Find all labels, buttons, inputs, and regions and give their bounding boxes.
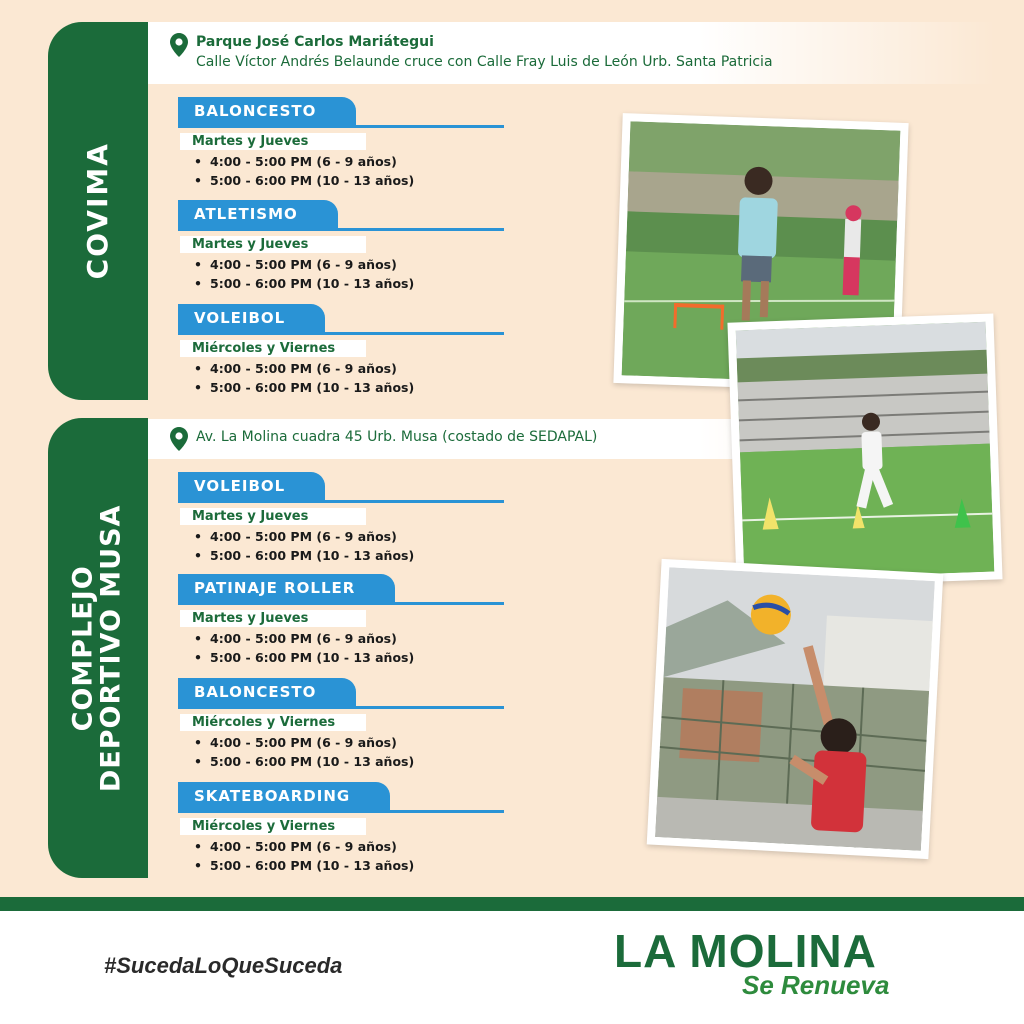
sport-days: Martes y Jueves	[180, 133, 366, 150]
schedule-item: • 5:00 - 6:00 PM (10 - 13 años)	[194, 648, 504, 667]
sport-title: BALONCESTO	[178, 97, 356, 125]
section-tab-musa	[48, 418, 148, 878]
sport-title: ATLETISMO	[178, 200, 338, 228]
location-pin-icon	[170, 33, 188, 57]
logo-la-molina: LA MOLINA	[614, 925, 877, 977]
sport-underline	[178, 810, 504, 813]
sport-title: PATINAJE ROLLER	[178, 574, 395, 602]
section-title-line2: DEPORTIVO MUSA	[96, 504, 128, 792]
location-address: Calle Víctor Andrés Belaunde cruce con Calle Fray Luis de León Urb. Santa Patricia	[196, 54, 773, 70]
sport-block	[178, 97, 504, 190]
footer-divider	[0, 897, 1024, 911]
sport-days: Martes y Jueves	[180, 236, 366, 253]
schedule-item: • 4:00 - 5:00 PM (6 - 9 años)	[194, 837, 504, 856]
schedule-item: • 5:00 - 6:00 PM (10 - 13 años)	[194, 274, 504, 293]
schedule-item: • 5:00 - 6:00 PM (10 - 13 años)	[194, 378, 504, 397]
photo-girl-running-cones	[727, 313, 1002, 588]
section-title-line1: COMPLEJO	[67, 564, 99, 732]
address-band-covima	[148, 22, 996, 84]
sport-block	[178, 472, 504, 565]
sport-days: Martes y Jueves	[180, 610, 366, 627]
sport-underline	[178, 602, 504, 605]
schedule-item: • 5:00 - 6:00 PM (10 - 13 años)	[194, 856, 504, 875]
sport-days: Miércoles y Viernes	[180, 340, 366, 357]
schedule-item: • 4:00 - 5:00 PM (6 - 9 años)	[194, 152, 504, 171]
sport-underline	[178, 125, 504, 128]
schedule-item: • 4:00 - 5:00 PM (6 - 9 años)	[194, 733, 504, 752]
sport-underline	[178, 228, 504, 231]
schedule-item: • 4:00 - 5:00 PM (6 - 9 años)	[194, 359, 504, 378]
section-tab-covima	[48, 22, 148, 400]
sport-title: VOLEIBOL	[178, 472, 325, 500]
hashtag: #SucedaLoQueSuceda	[104, 953, 343, 978]
sport-underline	[178, 500, 504, 503]
sport-days: Miércoles y Viernes	[180, 714, 366, 731]
logo-slogan: Se Renueva	[742, 970, 890, 1000]
schedule-item: • 4:00 - 5:00 PM (6 - 9 años)	[194, 255, 504, 274]
sport-title: SKATEBOARDING	[178, 782, 390, 810]
location-pin-icon	[170, 427, 188, 451]
sport-block	[178, 574, 504, 667]
schedule-item: • 4:00 - 5:00 PM (6 - 9 años)	[194, 527, 504, 546]
schedule-item: • 4:00 - 5:00 PM (6 - 9 años)	[194, 629, 504, 648]
sport-days: Miércoles y Viernes	[180, 818, 366, 835]
sport-block	[178, 200, 504, 293]
schedule-item: • 5:00 - 6:00 PM (10 - 13 años)	[194, 171, 504, 190]
schedule-item: • 5:00 - 6:00 PM (10 - 13 años)	[194, 546, 504, 565]
location-address: Av. La Molina cuadra 45 Urb. Musa (costado de SEDAPAL)	[196, 429, 598, 445]
sport-block	[178, 304, 504, 397]
section-title-covima: COVIMA	[81, 142, 115, 280]
photo-girl-volleyball	[647, 559, 944, 859]
sport-title: VOLEIBOL	[178, 304, 325, 332]
sport-block	[178, 678, 504, 771]
sport-block	[178, 782, 504, 875]
sport-underline	[178, 706, 504, 709]
sport-underline	[178, 332, 504, 335]
schedule-item: • 5:00 - 6:00 PM (10 - 13 años)	[194, 752, 504, 771]
sport-title: BALONCESTO	[178, 678, 356, 706]
sport-days: Martes y Jueves	[180, 508, 366, 525]
location-name: Parque José Carlos Mariátegui	[196, 34, 434, 50]
section-title-musa	[67, 504, 128, 792]
